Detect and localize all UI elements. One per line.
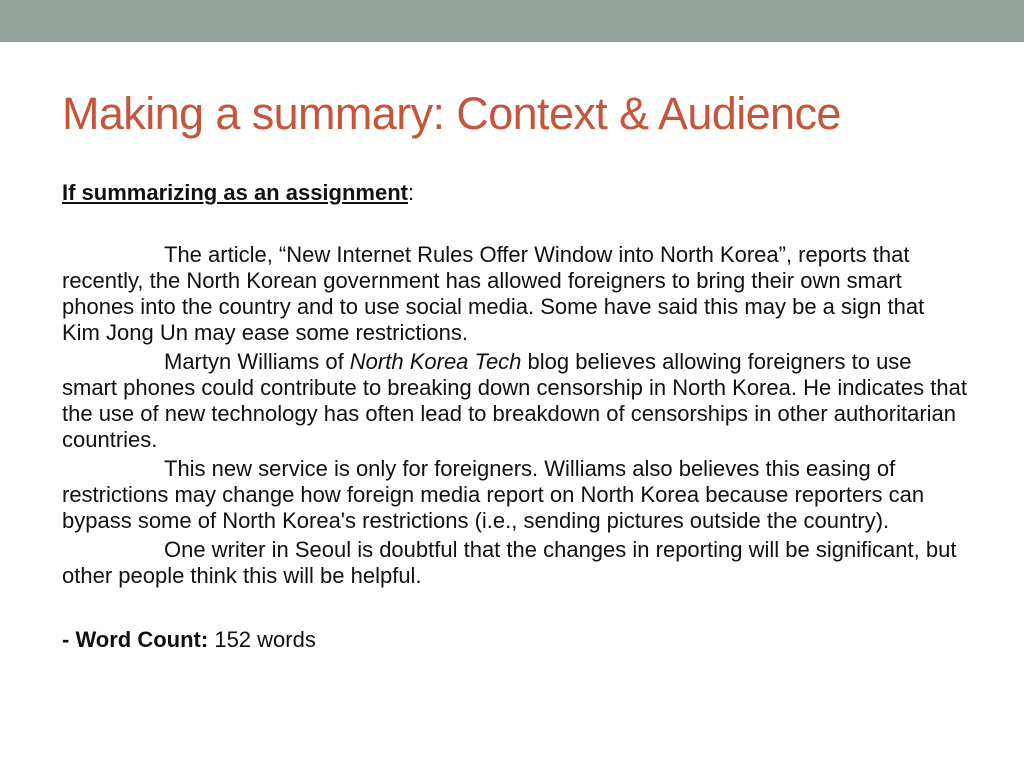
section-heading-text: If summarizing as an assignment — [62, 180, 408, 205]
paragraph-2-rest: blog believes allowing foreigners to use smart phones could contribute to breaking down censorship in North Korea. He indicates that the use of new technology has often lead to breakdown of censorships in other authoritarian countries. — [62, 349, 967, 452]
word-count — [62, 627, 967, 653]
slide-body — [62, 180, 967, 653]
word-count-label: - Word Count: — [62, 627, 209, 652]
slide-title: Making a summary: Context & Audience — [62, 88, 841, 139]
word-count-value: 152 words — [208, 627, 316, 652]
summary-paragraph-2 — [62, 349, 967, 453]
top-accent-bar — [0, 0, 1024, 42]
blog-name: North Korea Tech — [349, 349, 522, 374]
summary-paragraph-1: The article, “New Internet Rules Offer Window into North Korea”, reports that recently, the North Korean government has allowed foreigners to bring their own smart phones into the country and to use social media. Some have said this may be a sign that Kim Jong Un may ease some restrictions. — [62, 242, 925, 345]
paragraph-2-lead: Martyn Williams of — [164, 349, 350, 374]
section-heading-colon: : — [407, 180, 415, 205]
summary-paragraph-4: One writer in Seoul is doubtful that the changes in reporting will be significant, but other people think this will be helpful. — [62, 537, 957, 588]
section-heading — [62, 180, 967, 206]
summary-paragraph-3: This new service is only for foreigners. Williams also believes this easing of restrictions may change how foreign media report on North Korea because reporters can bypass some of North Korea's restrictions (i.e., sending pictures outside the country). — [62, 456, 925, 533]
